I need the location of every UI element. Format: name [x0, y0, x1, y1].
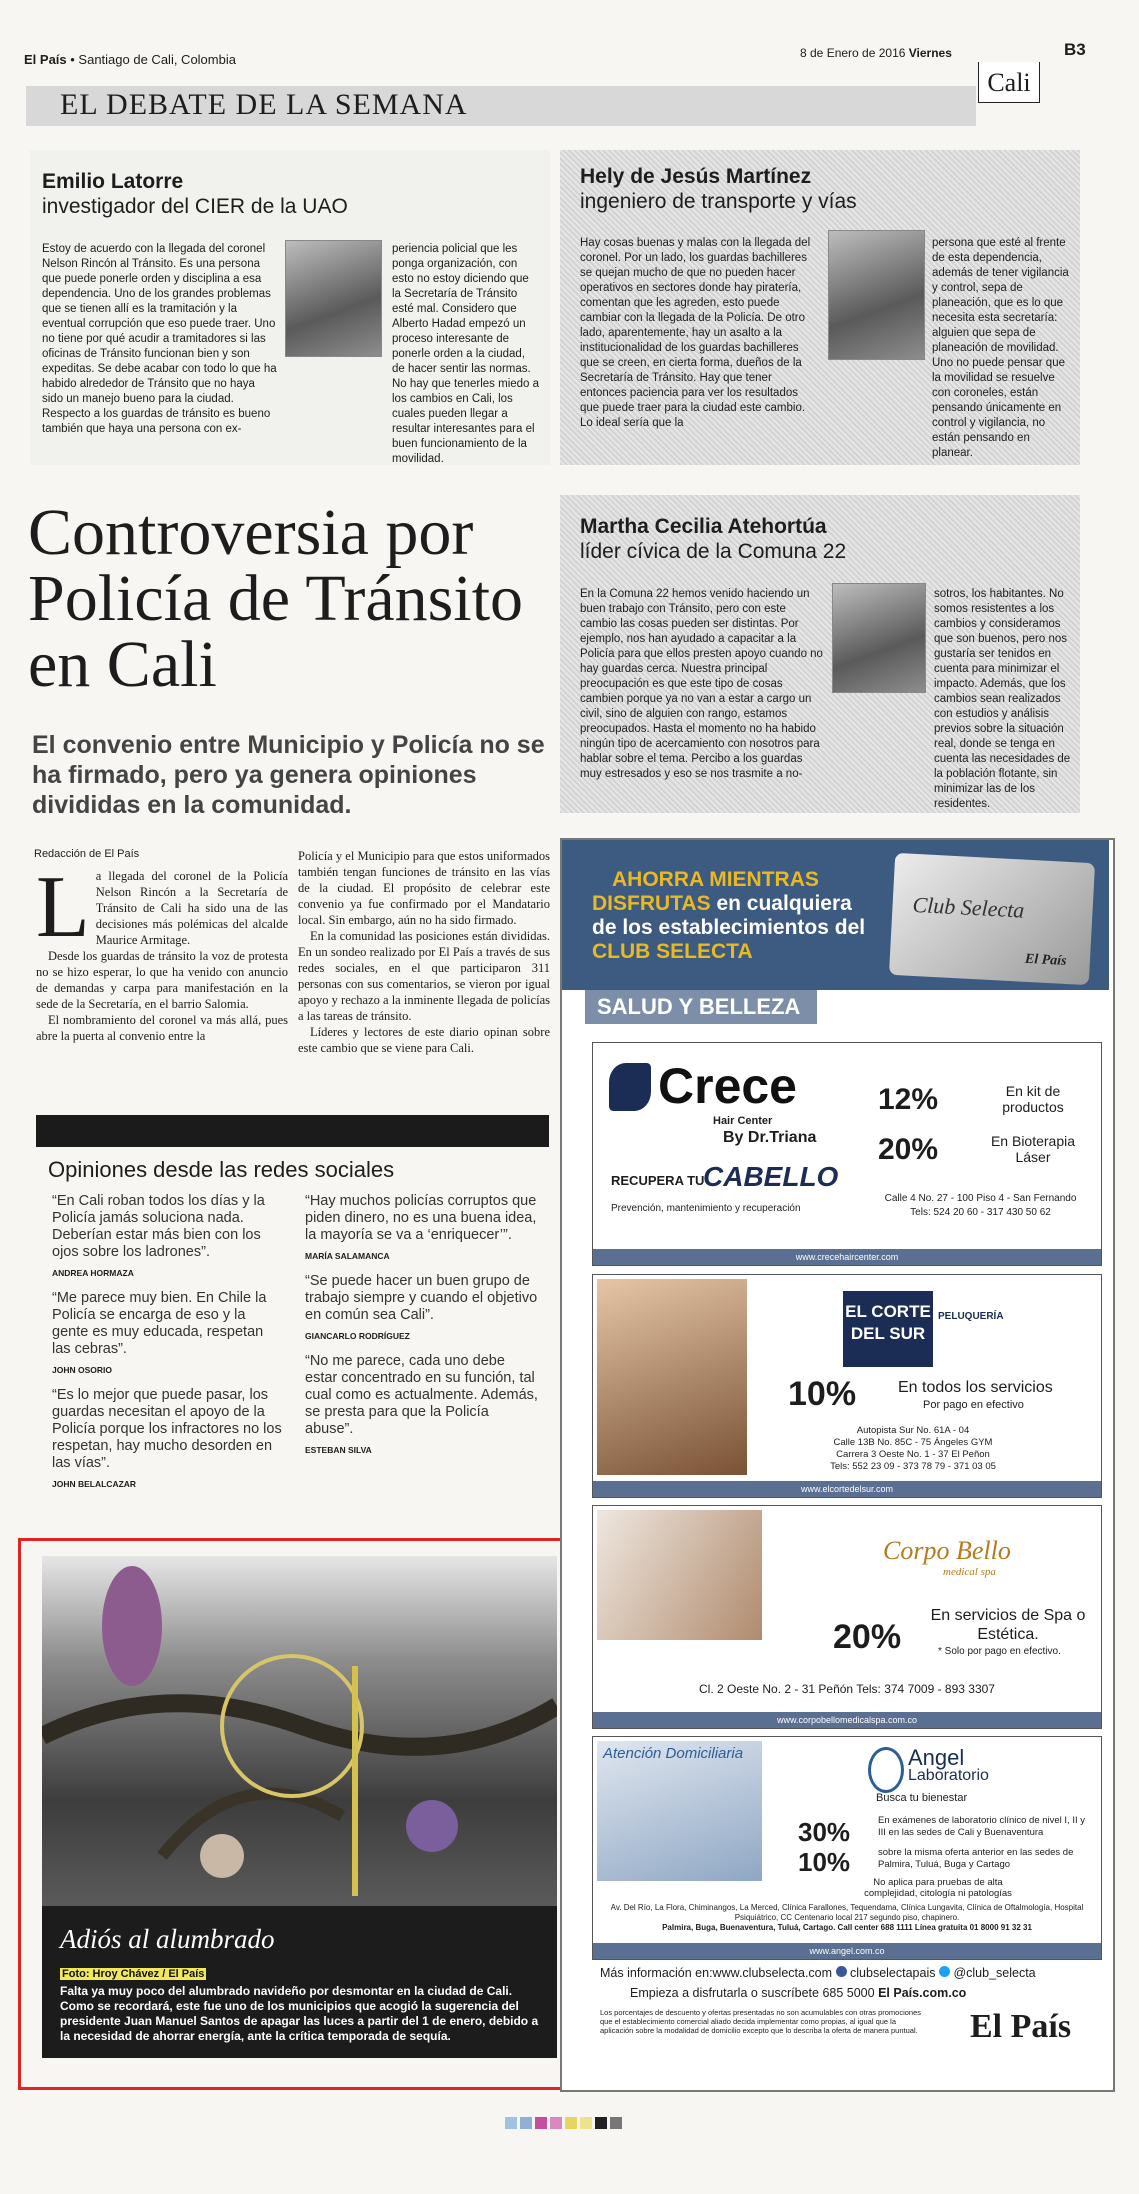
photo-credit: Foto: Hroy Chávez / El País [62, 1968, 205, 1980]
corpo-address: Cl. 2 Oeste No. 2 - 31 Peñón Tels: 374 7009 - 893 3307 [699, 1682, 995, 1696]
angel-address-2: Palmira, Buga, Buenaventura, Tuluá, Cartago. Call center 688 1111 Línea gratuita 01 8000 91 32 31 [662, 1923, 1032, 1932]
spa-photo [597, 1510, 762, 1640]
crece-address: Calle 4 No. 27 - 100 Piso 4 - San Fernando [884, 1193, 1077, 1204]
social-title: Opiniones desde las redes sociales [48, 1157, 395, 1182]
crece-cabello: CABELLO [703, 1161, 839, 1192]
el-pais-logo: El País [970, 2008, 1072, 2045]
article-paragraph: El nombramiento del coronel va más allá, pues abre la puerta al convenio entre la [36, 1013, 288, 1043]
facebook-handle[interactable]: clubselectapais [850, 1966, 936, 1980]
opinion-text-cont: periencia policial que les ponga organización, con esto no estoy diciendo que la Secretaría de Tránsito esté mal. Considero que Alberto Hadad empezó un proceso interesante de ponerle orden a la ciudad, de hacer sentir las normas. No hay que tenerles miedo a los cambios en Cali, los cuales pueden llegar a resultar interesantes para el buen funcionamiento de la movilidad. [392, 243, 540, 465]
crece-offer-2: En Bioterapia Láser [990, 1133, 1076, 1165]
corpo-name: Corpo Bello [883, 1536, 1011, 1565]
article-paragraph: a llegada del coronel de la Policía Nelson Rincón a la Secretaría de Tránsito de Cali ha sido una de las decisiones más polémicas del alcalde Maurice Armitage. [95, 869, 288, 947]
angel-offer-1: En exámenes de laboratorio clínico de nivel I, II y III en las sedes de Cali y Buenaventura [878, 1815, 1086, 1838]
social-quote: “Se puede hacer un buen grupo de trabajo siempre y cuando el objetivo en común sea Cali”. [305, 1273, 538, 1323]
article-col-1 [36, 859, 288, 1044]
quote-author: GIANCARLO RODRÍGUEZ [305, 1331, 410, 1341]
crece-name: Crece [658, 1058, 797, 1114]
ad-corte-del-sur[interactable] [592, 1274, 1102, 1498]
angel-web[interactable]: www.angel.com.co [593, 1943, 1101, 1959]
crece-pct-1: 12% [878, 1083, 939, 1116]
ad-subscribe: Empieza a disfrutarla o suscríbete 685 5000 [630, 1986, 875, 2000]
masthead [24, 52, 236, 67]
corte-logo: EL CORTE DEL SUR [843, 1291, 933, 1367]
corpo-web[interactable]: www.corpobellomedicalspa.com.co [593, 1712, 1101, 1728]
paper-name: El País [24, 52, 67, 67]
photo-caption-box [42, 1906, 557, 2058]
social-quote: “Es lo mejor que puede pasar, los guardas necesitan el apoyo de la Policía porque los infractores no los respetan, hay mucho desorden en las vías”. [52, 1387, 282, 1471]
ad-headline-3: en cualquiera de los establecimientos del [592, 892, 866, 939]
ad-subscribe-line [630, 1986, 966, 2000]
opinion-role: investigador del CIER de la UAO [42, 195, 348, 218]
article-paragraph: Líderes y lectores de este diario opinan sobre este cambio que se viene para Cali. [298, 1025, 550, 1055]
corpo-pct: 20% [833, 1618, 902, 1656]
corpo-note: * Solo por pago en efectivo. [938, 1646, 1061, 1657]
opinion-text: Estoy de acuerdo con la llegada del coronel Nelson Rincón al Tránsito. Es una persona que puede ponerle orden y disciplina a esa dependencia. Uno de los grandes problemas que se tienen allí es la tramitación y la eventual corrupción que eso puede traer. Uno no tiene por qué acudir a tramitadores si las oficinas de Tránsito funcionan bien y son expeditas. Se debe acabar con todo lo que ha habido alrededor de Tránsito que no haya sido un manejo bueno para la ciudad. Respecto a los guardas de tránsito es bueno también que haya una persona con ex- [42, 243, 277, 435]
facebook-icon[interactable] [836, 1966, 847, 1977]
quote-author: ANDREA HORMAZA [52, 1268, 134, 1278]
angel-name-2: Laboratorio [908, 1767, 989, 1784]
location: • Santiago de Cali, Colombia [70, 52, 236, 67]
article-headline: Controversia por Policía de Tránsito en Cali [28, 496, 524, 701]
ad-headline-1: AHORRA MIENTRAS [612, 868, 819, 891]
ad-subscribe-web[interactable]: El País.com.co [878, 1986, 967, 2000]
angel-pct-1: 30% [798, 1817, 851, 1847]
quote-author: JOHN OSORIO [52, 1365, 112, 1375]
section-label: Cali [978, 62, 1040, 103]
angel-pct-2: 10% [798, 1847, 851, 1877]
ad-header-panel [562, 840, 1109, 990]
club-card-brand: El País [1024, 951, 1067, 969]
ad-headline-4: CLUB SELECTA [592, 940, 753, 963]
opinion-card-atehortua [560, 495, 1080, 813]
crece-by: By Dr.Triana [723, 1129, 817, 1146]
weekday: Viernes [908, 46, 952, 60]
corte-address-1: Autopista Sur No. 61A - 04 [856, 1425, 970, 1436]
corpo-offer: En servicios de Spa o Estética. [930, 1607, 1086, 1643]
quote-author: MARÍA SALAMANCA [305, 1251, 390, 1261]
corte-pct: 10% [788, 1375, 857, 1413]
opinion-card-latorre [30, 150, 550, 465]
crece-web[interactable]: www.crecehaircenter.com [593, 1249, 1101, 1265]
corte-addresses [813, 1425, 1013, 1473]
social-quote: “No me parece, cada uno debe estar concentrado en su función, tal cual como es actualmente. Además, se presta para que la Policía abuse”. [305, 1353, 538, 1437]
twitter-handle[interactable]: @club_selecta [953, 1966, 1036, 1980]
drop-cap: L [36, 859, 90, 956]
portrait-photo [285, 240, 382, 357]
photo-text: Falta ya muy poco del alumbrado navideño por desmontar en la ciudad de Cali. Como se recordará, este fue uno de los municipios que acogió la sugerencia del presidente Juan Manuel Santos de apagar las luces a partir del 1 de enero, debido a la necesidad de ahorrar energía, ante la crítica temporada de sequía. [60, 1984, 539, 2043]
corte-note: Por pago en efectivo [923, 1399, 1024, 1411]
opinion-text-cont: persona que esté al frente de esta dependencia, además de tener vigilancia y control, sepa de planeación, que es lo que necesita esta secretaría: alguien que sepa de planeación de movilidad. Uno no puede pensar que la movilidad se resuelve con coroneles, están pensando únicamente en control y vigilancia, no están pensando en planear. [932, 237, 1069, 459]
quote-author: ESTEBAN SILVA [305, 1445, 372, 1455]
corte-web[interactable]: www.elcortedelsur.com [593, 1481, 1101, 1497]
social-quote: “Hay muchos policías corruptos que piden dinero, no es una buena idea, la mayoría se va a ‘enriquecer’”. [305, 1193, 537, 1243]
opinion-role: líder cívica de la Comuna 22 [580, 540, 847, 563]
opinion-name: Martha Cecilia Atehortúa [580, 515, 827, 538]
social-quote: “Me parece muy bien. En Chile la Policía se encarga de eso y la gente es muy educada, respetan las cebras”. [52, 1290, 267, 1357]
article-paragraph: En la comunidad las posiciones están divididas. En un sondeo realizado por El País a través de sus redes sociales, en el que participaron 311 personas con sus comentarios, se vieron por igual apoyo y rechazo a la inminente llegada de policías a las tareas de tránsito. [298, 929, 550, 1023]
debate-title: EL DEBATE DE LA SEMANA [60, 88, 468, 121]
social-divider-bar [36, 1115, 549, 1147]
photo-illustration [42, 1556, 557, 1906]
ad-headline-2: DISFRUTAS [592, 892, 711, 915]
social-quote-group-left [52, 1193, 282, 1501]
twitter-icon[interactable] [939, 1966, 950, 1977]
club-card-label: Club Selecta [912, 891, 1025, 923]
angel-offer-2: sobre la misma oferta anterior en las sedes de Palmira, Tuluá, Buga y Cartago [878, 1847, 1074, 1870]
corte-address-3: Carrera 3 Oeste No. 1 - 37 El Peñon [836, 1449, 990, 1460]
corpo-sub: medical spa [943, 1566, 996, 1578]
portrait-photo [828, 230, 925, 360]
angel-name: Angel [908, 1745, 965, 1770]
category-label: SALUD Y BELLEZA [585, 990, 817, 1024]
article-subhead: El convenio entre Municipio y Policía no se ha firmado, pero ya genera opiniones divididas en la comunidad. [32, 731, 545, 819]
article-paragraph: Policía y el Municipio para que estos uniformados también tengan funciones de tránsito en las vías de la ciudad. El propósito de celebrar este convenio ya fue confirmado por el Mandatario local. Sin embargo, aún no ha sido firmado. [298, 849, 550, 927]
crece-recupera: RECUPERA TU [611, 1173, 705, 1188]
crece-logo-icon [609, 1063, 651, 1111]
crece-tels: Tels: 524 20 60 - 317 430 50 62 [910, 1207, 1051, 1218]
date-line [800, 46, 952, 60]
ad-info-line [600, 1966, 1036, 1980]
christmas-lights-photo [42, 1556, 557, 1906]
ad-angel-laboratorio[interactable] [592, 1736, 1102, 1960]
ad-corpo-bello[interactable] [592, 1505, 1102, 1729]
angel-tag: Busca tu bienestar [876, 1792, 968, 1804]
opinion-name: Hely de Jesús Martínez [580, 165, 812, 188]
model-photo [597, 1279, 747, 1475]
date: 8 de Enero de 2016 [800, 46, 906, 60]
opinion-text: En la Comuna 22 hemos venido haciendo un buen trabajo con Tránsito, pero con este cambio las cosas pueden ser distintas. Por ejemplo, nos han ayudado a capacitar a la Policía para que ellos presten apoyo cuando no hay guardas cerca. Nuestra principal preocupación es que este tipo de cosas cambien porque ya no van a estar a cargo un civil, sino de alguien con rango, estamos preocupados. Hasta el momento no ha habido ningún tipo de acercamiento con nosotros para hablar sobre el tema. Percibo a los guardas muy estresados y eso se nos trasmite a no- [580, 588, 823, 780]
social-quote: “En Cali roban todos los días y la Policía jamás soluciona nada. Deberían estar más bien con los ojos sobre los ladrones”. [52, 1193, 265, 1260]
opinion-name: Emilio Latorre [42, 170, 184, 193]
club-card [889, 853, 1095, 985]
registration-color-bars [505, 2116, 625, 2134]
article-paragraph: Desde los guardas de tránsito la voz de protesta no se hizo esperar, lo que ha venido con anuncio de demandas y carpa para manifestación en la sede de la Secretaría, en el barrio Salomia. [36, 949, 288, 1011]
quote-author: JOHN BELALCAZAR [52, 1479, 137, 1489]
crece-offer-1: En kit de productos [1002, 1083, 1064, 1115]
lab-photo [597, 1741, 762, 1881]
crece-tagline: Prevención, mantenimiento y recuperación [611, 1203, 801, 1214]
crece-pct-2: 20% [878, 1133, 939, 1166]
corte-address-2: Calle 13B No. 85C - 75 Ángeles GYM [833, 1437, 993, 1448]
opinion-role: ingeniero de transporte y vías [580, 190, 857, 213]
social-quote-group-right [305, 1193, 540, 1467]
corte-tels: Tels: 552 23 09 - 373 78 79 - 371 03 05 [830, 1461, 996, 1472]
ad-headline-block [592, 892, 882, 964]
angel-logo-icon [868, 1747, 904, 1793]
angel-badge: Atención Domiciliaria [603, 1745, 744, 1762]
ad-crece[interactable] [592, 1042, 1102, 1266]
ad-fine-print: Los porcentajes de descuento y ofertas presentadas no son acumulables con otras promociones que el establecimiento comercial aliado decida implementar como propias, al igual que la aplicación sobre la modalidad de domicilio excepto que lo describa la oferta de manera puntual. [600, 2008, 922, 2035]
angel-note: No aplica para pruebas de alta complejidad, citología ni patologías [864, 1877, 1012, 1899]
opinion-text-cont: sotros, los habitantes. No somos resistentes a los cambios y consideramos que son buenos, pero nos gustaría ser tenidos en cuenta para minimizar el impacto. Además, que los cambios sean realizados con estudios y análisis previos sobre la situación real, donde se tenga en cuenta las necesidades de la población flotante, sin minimizar las de los residentes. [934, 588, 1071, 810]
portrait-photo [832, 583, 926, 693]
angel-address: Av. Del Río, La Flora, Chiminangos, La Merced, Clínica Farallones, Tequendama, Clínica Lungavita, Clínica de Oftalmología, Hospital Psiquiátrico, CC Centenario local 217 segundo piso, chapinero. [610, 1903, 1084, 1922]
page-number: B3 [1064, 40, 1086, 59]
article-col-2 [298, 848, 550, 1056]
corte-label: PELUQUERÍA [938, 1311, 1004, 1322]
photo-title: Adiós al alumbrado [60, 1924, 275, 1954]
opinion-card-martinez [560, 150, 1080, 465]
opinion-text: Hay cosas buenas y malas con la llegada del coronel. Por un lado, los guardas bachilleres se quejan mucho de que no pueden hacer operativos en sectores donde hay piratería, comentan que les agreden, esto puede cambiar con la llegada de la Policía. De otro lado, aparentemente, hay un asalto a la institucionalidad de los guardas bachilleres que se creen, en cierta forma, dueños de la Secretaría de Tránsito. Hay que tener entonces paciencia para ver los resultados que puede traer para la ciudad este cambio. Lo ideal sería que la [580, 237, 811, 429]
crece-sub: Hair Center [713, 1115, 773, 1127]
ad-info-link[interactable]: Más información en:www.clubselecta.com [600, 1966, 833, 1980]
byline: Redacción de El País [34, 848, 140, 860]
corte-offer: En todos los servicios [898, 1379, 1053, 1396]
